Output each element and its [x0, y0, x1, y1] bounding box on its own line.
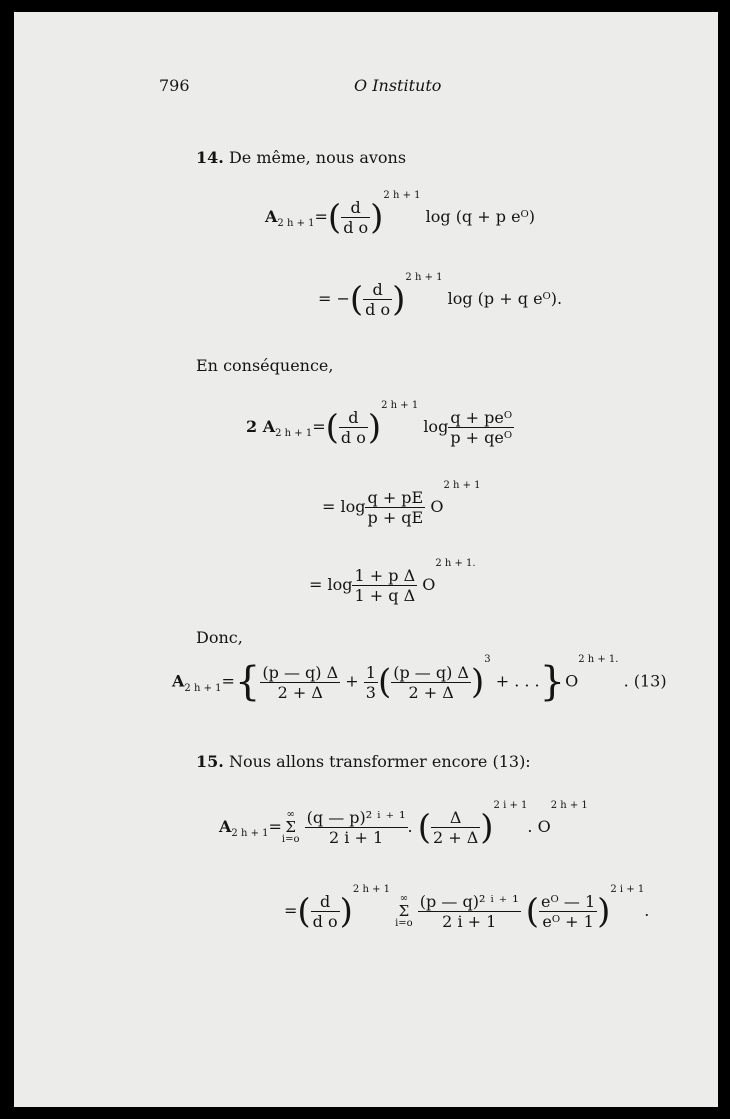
equation-log-delta: = log $\frac{\text{1 + p Δ}}{\text{1 + q Δ}}$ $O^{2 h + 1.}$: [309, 558, 476, 605]
derivative-fraction: $\frac{d}{\text{d o}}$: [343, 198, 369, 237]
section-text: De même, nous avons: [228, 148, 407, 167]
page-number: 796: [159, 76, 190, 95]
equation-series-2: =( $\frac{d}{\text{d o}}$ )$^{2 h + 1}$ ∞ Σ i=o $\frac{\text{(p — q)² ⁱ ⁺ ¹}}{2 i + 1}$ ( $\frac{\text{eᴼ — 1}}{\text{eᴼ + 1}}$ )$^{2 i + 1}$.: [284, 884, 650, 932]
equation-series-1: $A_{2 h + 1}=\infty$ Σ i=o $\frac{\text{(q — p)² ⁱ ⁺ ¹}}{2 i + 1}$ . ( $\frac{\Delta}{2 + \Delta}$ )$^{2 i + 1}$. $O^{2 h + 1}$: [219, 800, 588, 848]
equation-a2h1-first: $A_{2 h + 1}=$( $\frac{d}{\text{d o}}$ )$^{2 h + 1}$ log (q + p eᴼ): [265, 190, 536, 238]
equation-log-pE: = log $\frac{q + pE}{p + qE}$ $O^{2 h + 1}$: [322, 480, 481, 527]
donc-text: Donc,: [196, 628, 243, 647]
log-expression: log (p + q eᴼ).: [447, 289, 563, 308]
running-title: O Instituto: [354, 76, 442, 95]
section-14-heading: [196, 148, 406, 167]
section-number: 14.: [196, 148, 224, 167]
equation-a2h1-second: = −( $\frac{d}{\text{d o}}$ )$^{2 h + 1}$ log (p + q eᴼ).: [318, 272, 563, 320]
consequence-text: En conséquence,: [196, 356, 334, 375]
equation-13: $A_{2 h + 1}=${ $\frac{(p — q) \Delta}{2 + \Delta}$ + $\frac{1}{3}$ ( $\frac{(p — q) \Delta}{2 + \Delta}$ )$^3$ + . . $.\}O^{2 h + 1.}$ . (13): [172, 654, 667, 705]
log-expression: log (q + p eᴼ): [425, 207, 536, 226]
sum-symbol: ∞ Σ i=o: [281, 809, 300, 845]
section-15-heading: 15. Nous allons transformer encore (13):: [196, 752, 531, 771]
book-page: [14, 12, 718, 1107]
equation-2a2h1: 2 $A_{2 h + 1}=$( $\frac{d}{\text{d o}}$ )$^{2 h + 1}$ log $\frac{\text{q + peᴼ}}{\text{p + qeᴼ}}$: [246, 400, 513, 448]
equation-label: . (13): [623, 671, 667, 691]
